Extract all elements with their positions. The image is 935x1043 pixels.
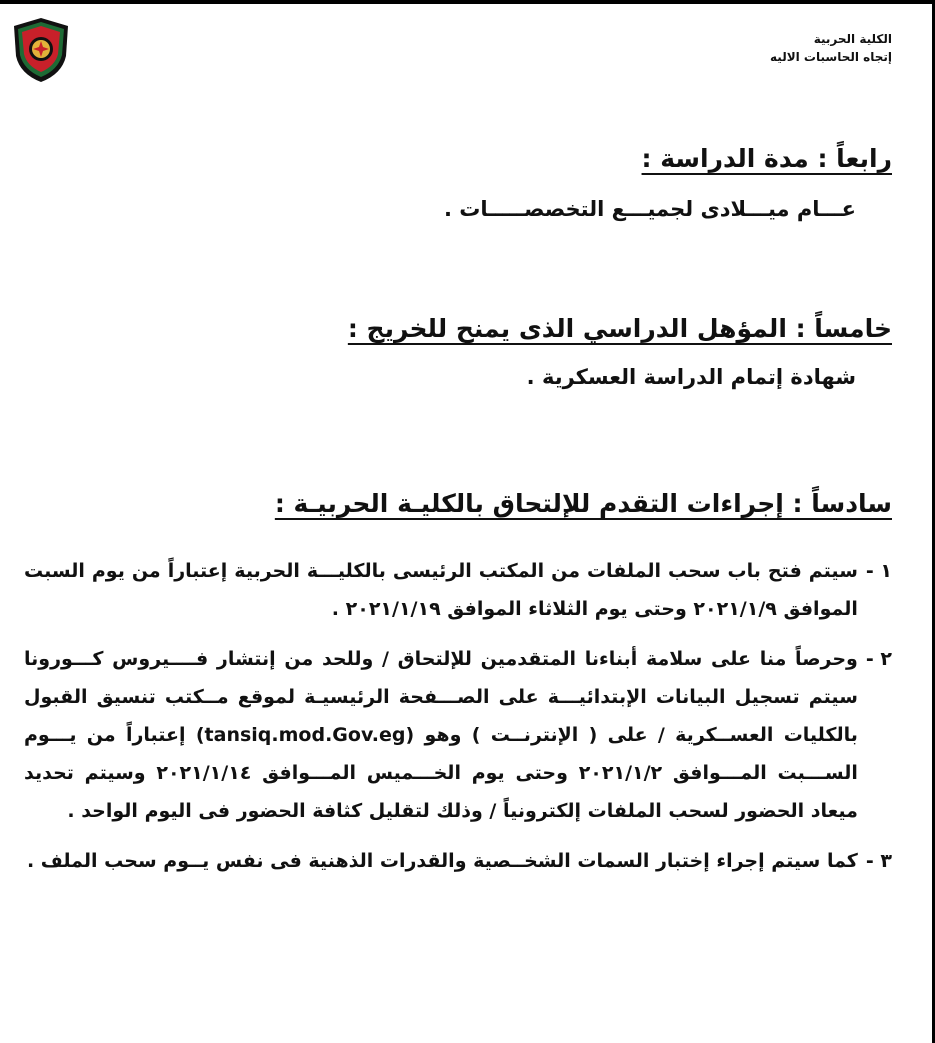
list-item-number: ١ -: [865, 560, 892, 582]
list-item-text-part-2: إعتباراً من يـــوم الســـبت المـــوافق ٢٠٢١/١/٢ وحتى يوم الخـــميس المـــوافق ٢٠٢١/١/١٤ وسيتم تحديد ميعاد الحضور لسحب الملفات إلكترونياً / وذلك لتقليل كثافة الحضور فى اليوم الواحد .: [24, 724, 858, 822]
procedures-list: [24, 552, 892, 892]
list-item: [24, 552, 892, 628]
header-text: [770, 30, 892, 66]
section-body-qualification: شهادة إتمام الدراسة العسكرية .: [526, 365, 856, 389]
header-line-1: الكلية الحربية: [813, 32, 892, 46]
section-duration: [444, 144, 892, 221]
section-title-procedures: سادساً : إجراءات التقدم للإلتحاق بالكليـة الحربيـة :: [274, 489, 892, 518]
list-item: [24, 842, 892, 880]
list-item-number: ٣ -: [865, 850, 892, 872]
list-item-text: سيتم فتح باب سحب الملفات من المكتب الرئيسى بالكليـــة الحربية إعتباراً من يوم السبت الموافق ٢٠٢١/١/٩ وحتى يوم الثلاثاء الموافق ٢٠٢١/١/١٩ .: [24, 560, 858, 620]
section-title-qualification: خامساً : المؤهل الدراسي الذى يمنح للخريج :: [347, 314, 892, 343]
list-item-text-part-1: وحرصاً منا على سلامة أبناءنا المتقدمين للإلتحاق / وللحد من إنتشار فــــيروس كـــورونا سيتم تسجيل البيانات الإبتدائيـــة على الصـــفحة الرئيسيـة لموقع مــكتب تنسيق القبول بالكليات العســكرية / على ( الإنترنــت ) وهو: [24, 648, 858, 746]
header-line-2: إتجاه الحاسبات الاليه: [770, 50, 892, 64]
section-body-duration: عـــام ميـــلادى لجميـــع التخصصـــــات .: [443, 197, 856, 221]
section-procedures: [275, 489, 892, 518]
military-college-emblem-icon: [10, 16, 72, 84]
list-item: [24, 640, 892, 830]
list-item-number: ٢ -: [865, 648, 892, 670]
section-qualification: [348, 314, 892, 389]
section-title-duration: رابعاً : مدة الدراسة :: [641, 144, 892, 173]
list-item-text: [24, 640, 858, 830]
list-item-text: كما سيتم إجراء إختبار السمات الشخــصية والقدرات الذهنية فى نفس يــوم سحب الملف .: [26, 850, 858, 872]
website-link[interactable]: (tansiq.mod.Gov.eg): [195, 724, 415, 746]
